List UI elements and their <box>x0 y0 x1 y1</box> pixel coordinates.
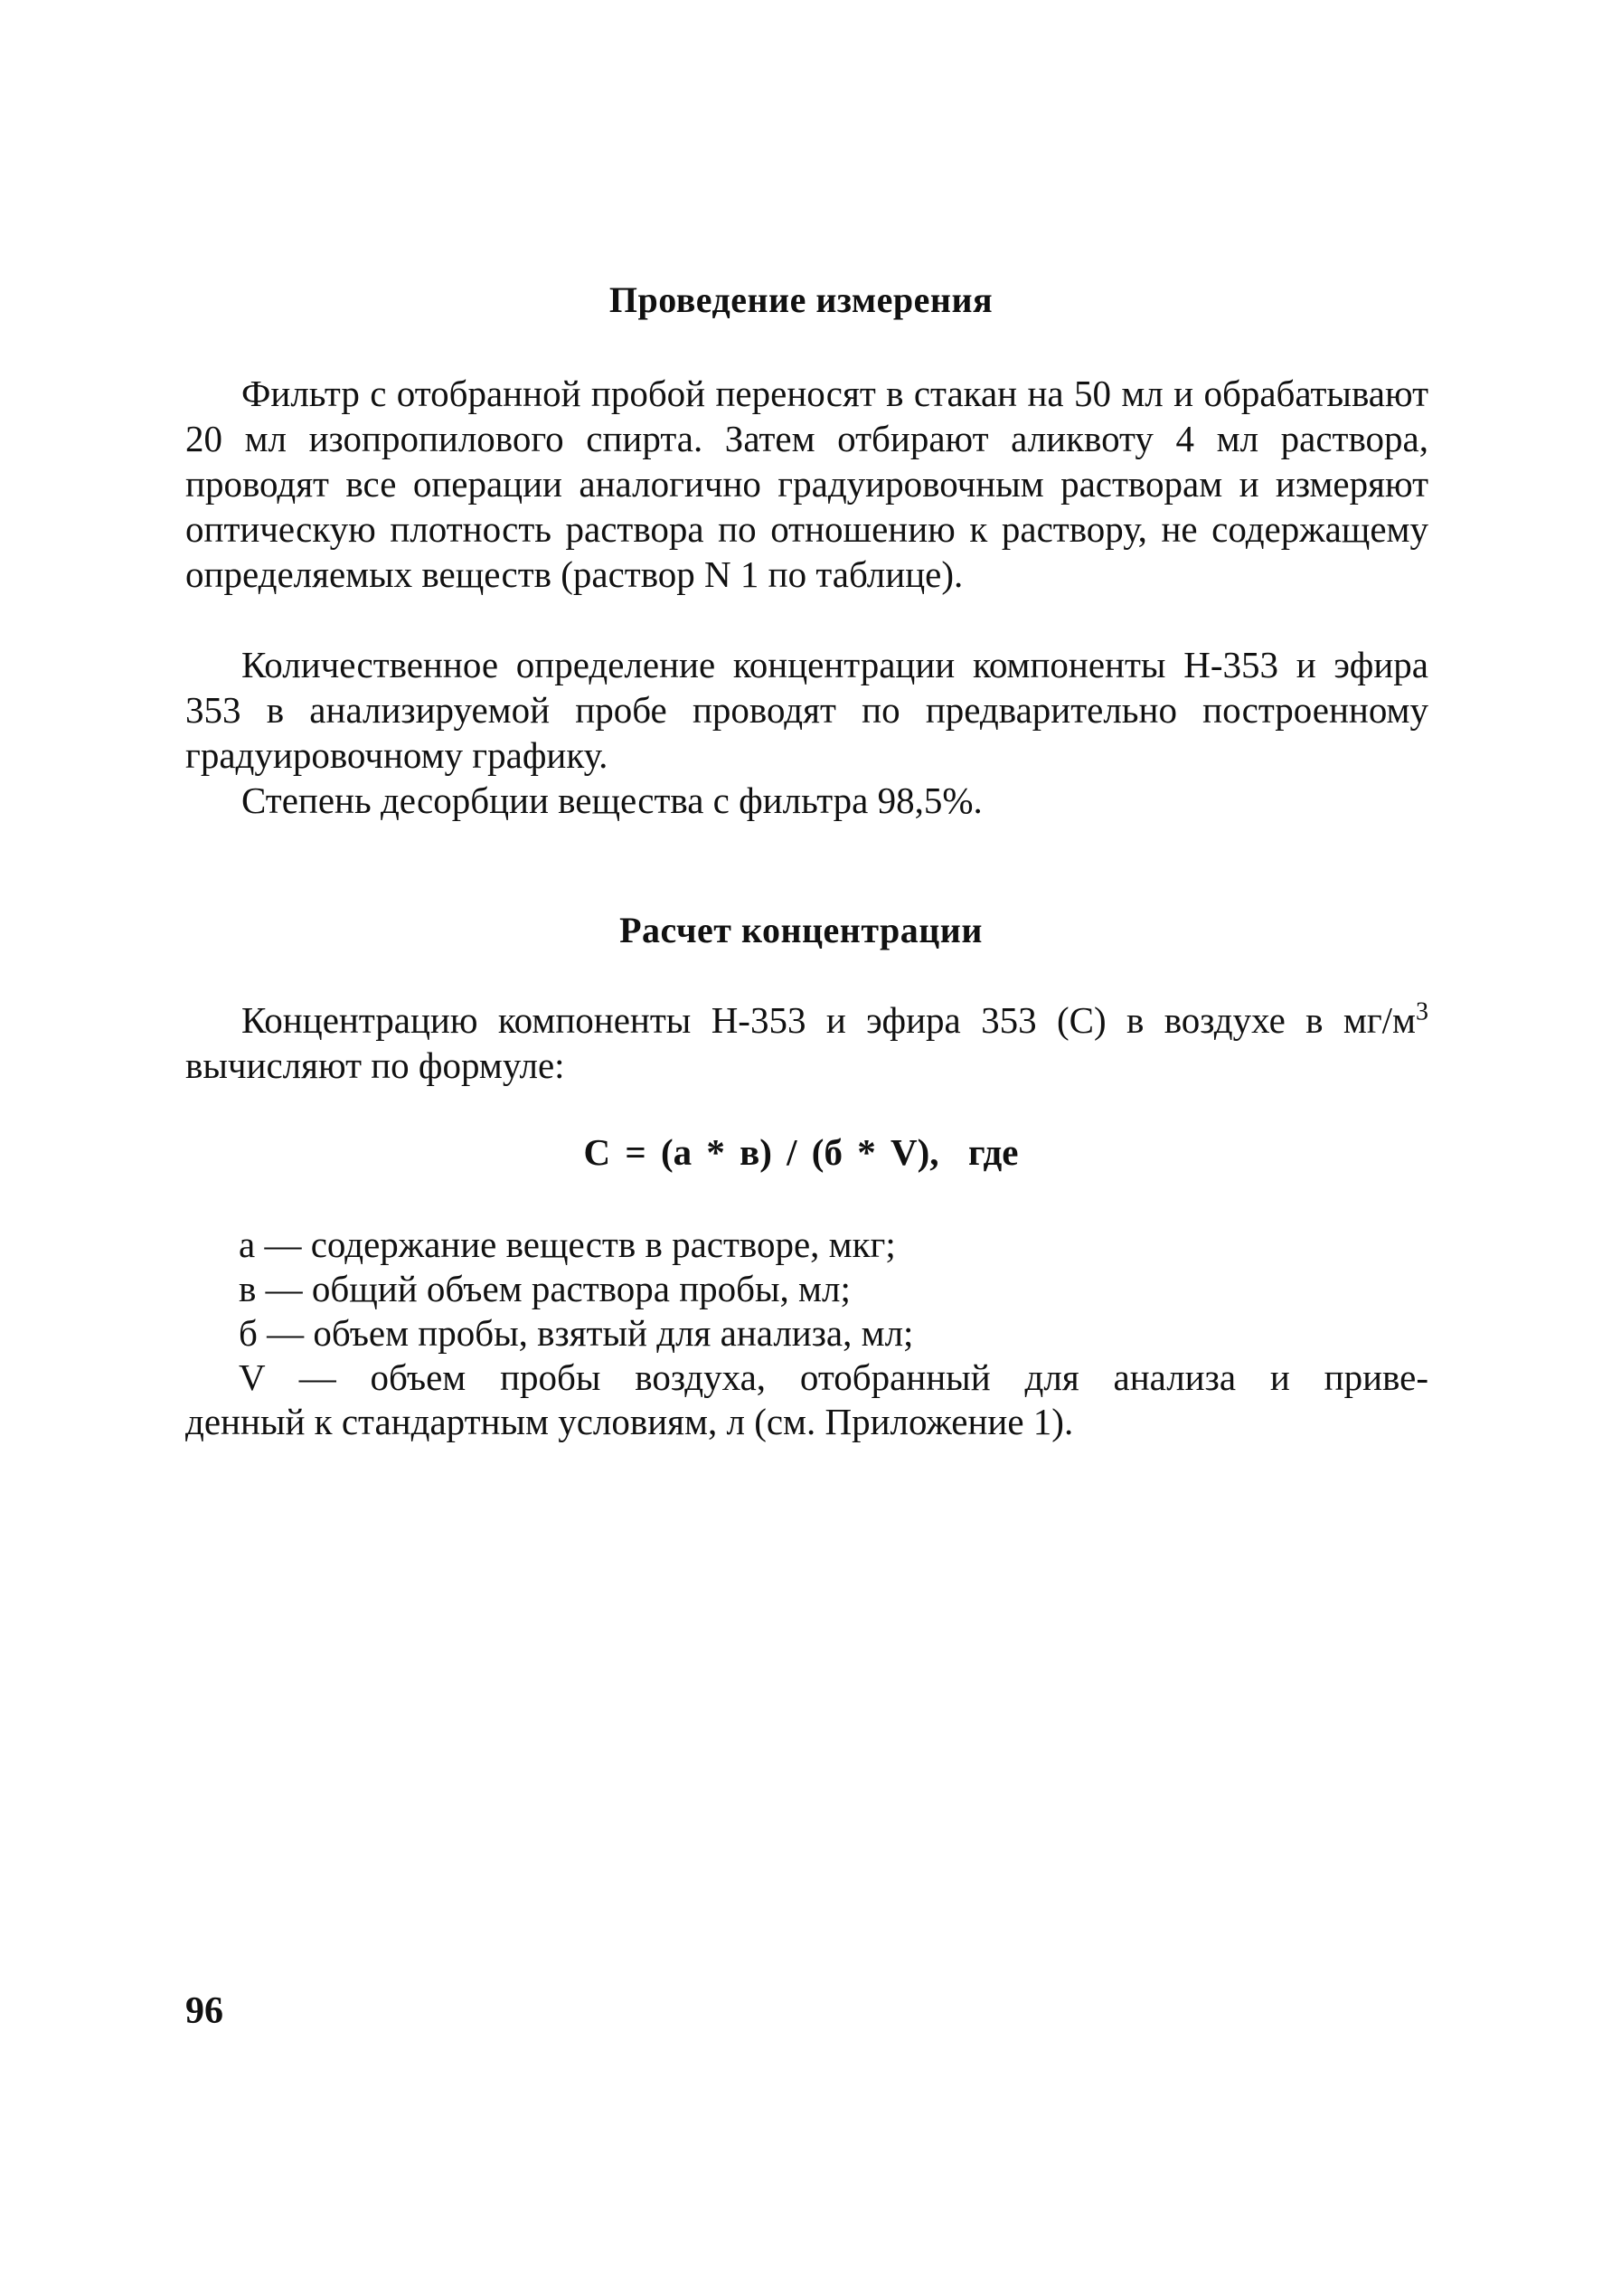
definition-volume: V — объем пробы воздуха, отобранный для анализа и приве- <box>239 1356 1428 1398</box>
section-heading-measurement: Проведение измерения <box>608 279 994 320</box>
definition-volume-continuation: денный к стандартным условиям, л (см. Приложение 1). <box>185 1401 1074 1442</box>
definition-a: а — содержание веществ в растворе, мкг; <box>239 1224 896 1265</box>
definition-b: б — объем пробы, взятый для анализа, мл; <box>239 1312 914 1354</box>
definition-list <box>239 1223 1428 1400</box>
concentration-formula: С = (а * в) / (б * V), где <box>583 1131 1019 1173</box>
paragraph-measurement-procedure: Фильтр с отобранной пробой переносят в стакан на 50 мл и обрабатывают 20 мл изопропилового спирта. Затем отбирают аликвоту 4 мл раствора, проводят все операции аналогично градуировочным растворам и измеряют оптическую плотность раствора по отношению к раствору, не содержащему определяемых веществ (раствор N 1 по таблице). <box>185 373 1428 595</box>
definition-v: в — общий объем раствора пробы, мл; <box>239 1268 851 1309</box>
paragraph-quantitative-determination: Количественное определение концентрации компоненты Н-353 и эфира 353 в анализируемой пробе проводят по предварительно построенному градуировочному графику. <box>185 644 1428 776</box>
paragraph-desorption-degree: Степень десорбции вещества с фильтра 98,5%. <box>241 780 983 821</box>
page-number: 96 <box>185 1990 223 2032</box>
section-heading-calculation: Расчет концентрации <box>619 910 983 950</box>
intro-text-end: вычисляют по формуле: <box>185 1044 565 1086</box>
paragraph-concentration-intro <box>185 997 1428 1088</box>
superscript-exponent: 3 <box>1416 997 1428 1026</box>
intro-text: Концентрацию компоненты Н-353 и эфира 353 (С) в воздухе в мг/м <box>241 999 1416 1041</box>
